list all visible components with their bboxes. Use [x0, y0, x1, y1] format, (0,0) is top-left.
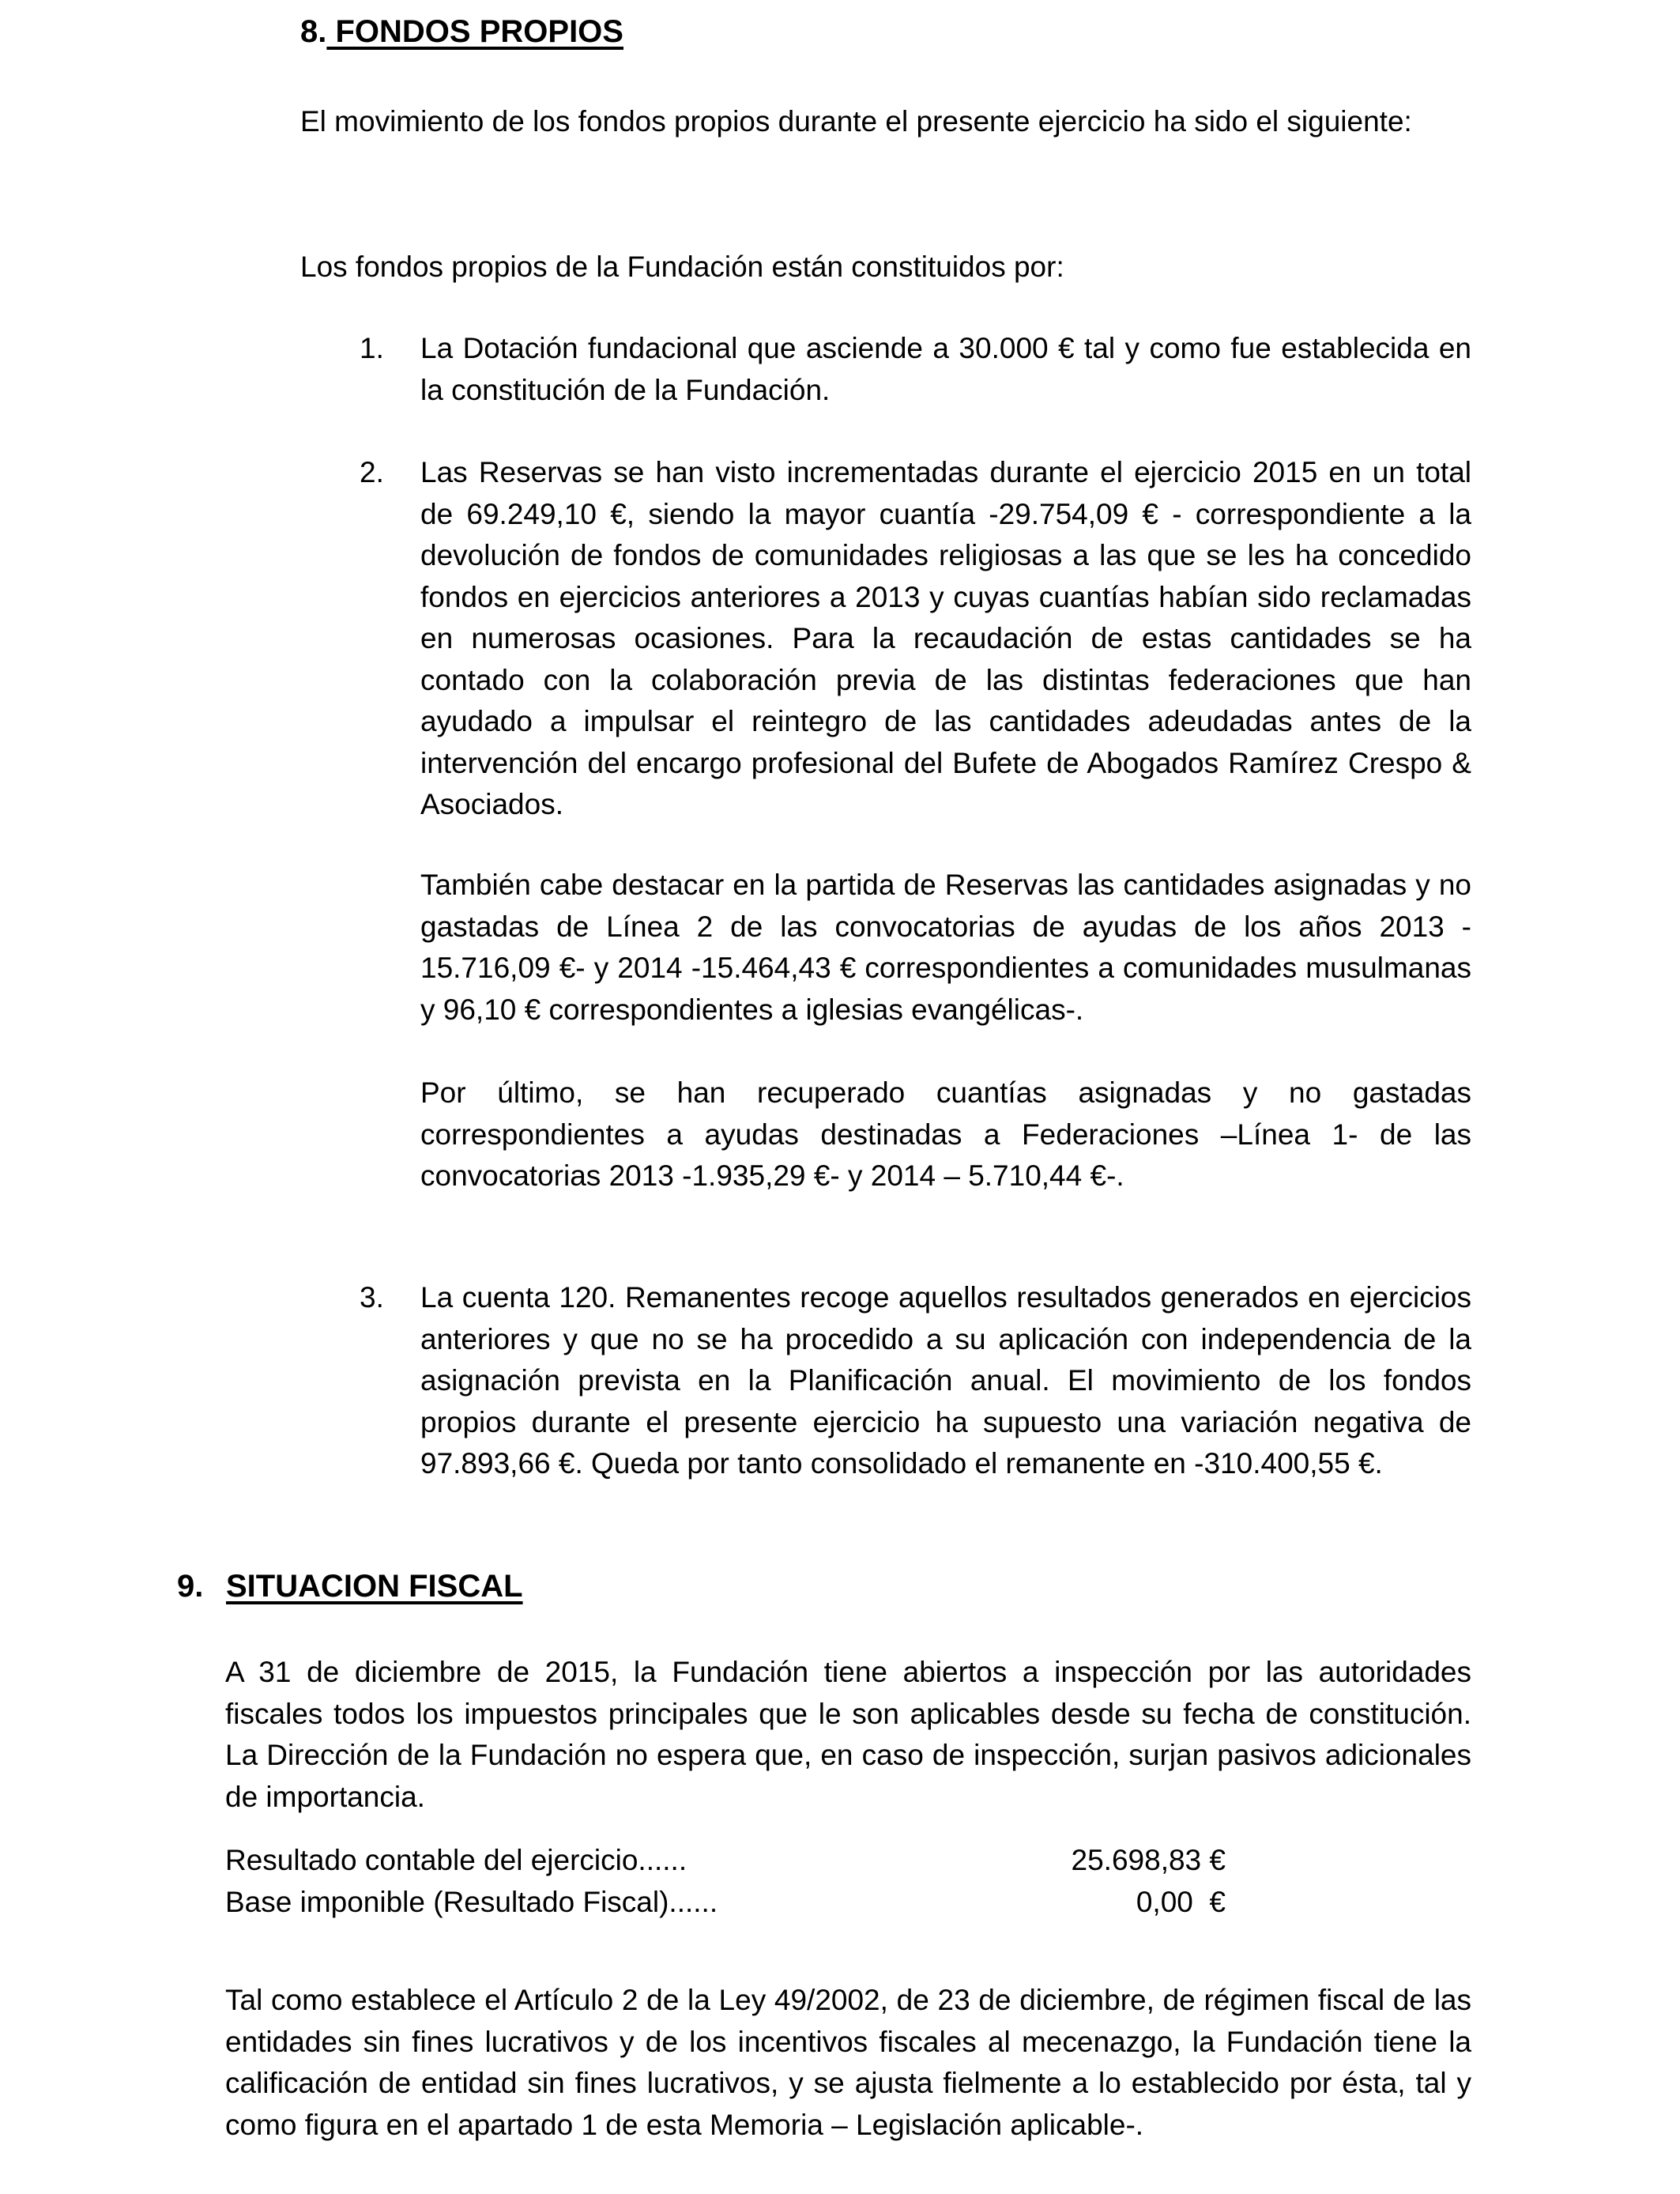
fiscal-result-label: Base imponible (Resultado Fiscal)......: [225, 1885, 718, 1918]
list-item-text: Por último, se han recuperado cuantías asignadas y no gastadas correspondientes a ayudas destinadas a Federaciones –Línea 1- de las convocatorias 2013 -1.935,29 €- y 2014 – 5.710,44 €-.: [420, 1076, 1471, 1192]
section-9-title: SITUACION FISCAL: [226, 1569, 523, 1604]
list-item-text: Las Reservas se han visto incrementadas durante el ejercicio 2015 en un total de 69.249,10 €, siendo la mayor cuantía -29.754,09 € - correspondiente a la devolución de fondos de comunidades religiosas a las que se les ha concedido fondos en ejercicios anteriores a 2013 y cuyas cuantías habían sido reclamadas en numerosas ocasiones. Para la recaudación de estas cantidades se ha contado con la colaboración previa de las distintas federaciones que han ayudado a impulsar el reintegro de las cantidades adeudadas antes de la intervención del encargo profesional del Bufete de Abogados Ramírez Crespo & Asociados.: [420, 456, 1471, 820]
section-9-number: 9.: [177, 1569, 204, 1604]
list-item-text: La cuenta 120. Remanentes recoge aquellos resultados generados en ejercicios anteriores y que no se ha procedido a su aplicación con independencia de la asignación prevista en la Planificación anual. El movimiento de los fondos propios durante el presente ejercicio ha supuesto una variación negativa de 97.893,66 €. Queda por tanto consolidado el remanente en -310.400,55 €.: [420, 1281, 1471, 1480]
section-8-intro: El movimiento de los fondos propios durante el presente ejercicio ha sido el siguiente:: [300, 105, 1412, 138]
list-item-number: 1.: [360, 332, 384, 364]
list-item-number: 2.: [360, 456, 384, 488]
list-item-text: La Dotación fundacional que asciende a 30.000 € tal y como fue establecida en la constitución de la Fundación.: [420, 332, 1471, 406]
fiscal-result-value: 25.698,83 €: [1071, 1844, 1226, 1876]
fiscal-result-label: Resultado contable del ejercicio......: [225, 1844, 687, 1876]
section-8-constituted-by: Los fondos propios de la Fundación están constituidos por:: [300, 251, 1064, 283]
section-8-heading: [300, 14, 623, 50]
section-9-legal-paragraph: Tal como establece el Artículo 2 de la Ley 49/2002, de 23 de diciembre, de régimen fiscal de las entidades sin fines lucrativos y de los incentivos fiscales al mecenazgo, la Fundación tiene la calificación de entidad sin fines lucrativos, y se ajusta fielmente a lo establecido por ésta, tal y como figura en el apartado 1 de esta Memoria – Legislación aplicable-.: [225, 1984, 1471, 2141]
list-item-text: También cabe destacar en la partida de Reservas las cantidades asignadas y no gastadas de Línea 2 de las convocatorias de ayudas de los años 2013 - 15.716,09 €- y 2014 -15.464,43 € correspondientes a comunidades musulmanas y 96,10 € correspondientes a iglesias evangélicas-.: [420, 869, 1471, 1026]
list-item-number: 3.: [360, 1281, 384, 1314]
fiscal-result-value: 0,00 €: [1136, 1885, 1226, 1918]
section-8-number: 8.: [300, 14, 327, 49]
section-9-heading: [177, 1569, 523, 1604]
section-8-title: FONDOS PROPIOS: [335, 14, 623, 49]
section-9-paragraph: A 31 de diciembre de 2015, la Fundación tiene abiertos a inspección por las autoridades fiscales todos los impuestos principales que le son aplicables desde su fecha de constitución. La Dirección de la Fundación no espera que, en caso de inspección, surjan pasivos adicionales de importancia.: [225, 1656, 1471, 1813]
